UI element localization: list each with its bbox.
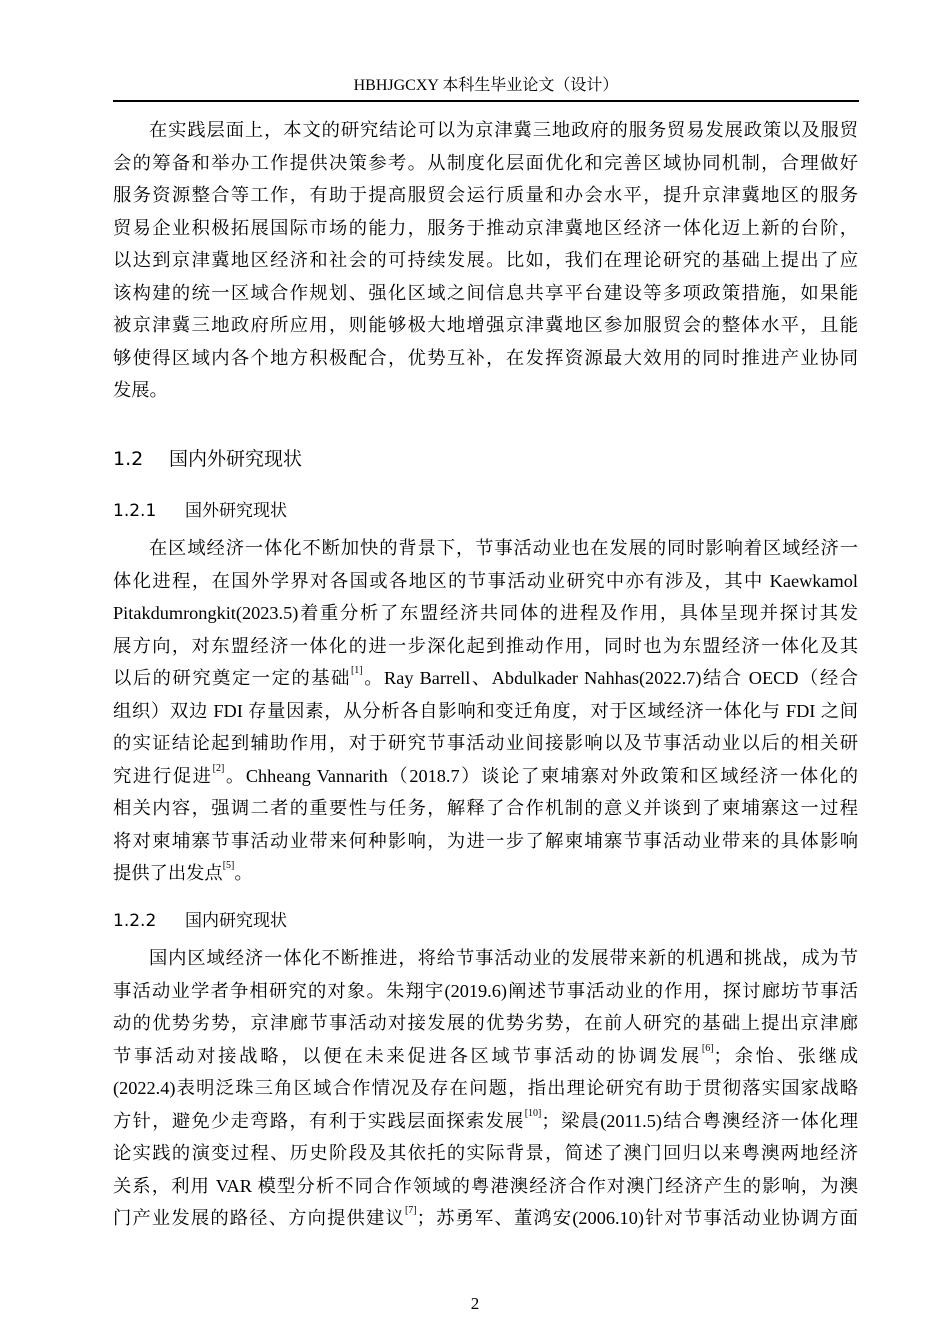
text-segment: 相关内容，强调二者的重要性与任务，解释了合作机制的意义并谈到了柬埔寨这一过程 — [113, 798, 858, 818]
text-segment: 国内区域经济一体化不断推进，将给节事活动业的发展带来新的机遇和挑战，成为节 — [149, 948, 858, 968]
text-segment: 动的优势劣势，京津廊节事活动对接发展的优势劣势，在前人研究的基础上提出京津廊 — [113, 1013, 858, 1033]
text-segment: (2022.4)表明泛珠三角区域合作情况及存在问题，指出理论研究有助于贯彻落实国家战略 — [113, 1078, 858, 1098]
text-line — [113, 1040, 858, 1073]
text-segment: 贸易企业积极拓展国际市场的能力，服务于推动京津冀地区经济一体化迈上新的台阶， — [113, 217, 858, 238]
text-segment: 在区域经济一体化不断加快的背景下，节事活动业也在发展的同时影响着区域经济一 — [149, 538, 858, 558]
text-line — [113, 1170, 858, 1203]
text-line — [113, 825, 858, 858]
text-segment: ；余怡、张继成 — [713, 1045, 858, 1066]
text-segment: 。Ray Barrell、Abdulkader Nahhas(2022.7)结合 OECD（经合 — [362, 668, 858, 688]
text-line — [113, 1137, 858, 1170]
text-line — [113, 727, 858, 760]
text-segment: 够使得区域内各个地方积极配合，优势互补，在发挥资源最大效用的同时推进产业协同 — [113, 347, 858, 368]
heading-number: 1.2.2 — [113, 911, 157, 931]
heading-title: 国内研究现状 — [185, 911, 287, 931]
text-line — [113, 565, 858, 598]
text-line — [113, 277, 858, 310]
text-segment: 。 — [234, 863, 253, 883]
text-segment: 的实证结论起到辅助作用，对于研究节事活动业间接影响以及节事活动业以后的相关研 — [113, 733, 858, 753]
text-segment: 组织）双边 FDI 存量因素，从分析各自影响和变迁角度，对于区域经济一体化与 FDI 之间 — [113, 700, 858, 721]
text-line — [113, 597, 858, 630]
header-rule — [113, 100, 859, 102]
text-segment: 被京津冀三地政府所应用，则能够极大地增强京津冀地区参加服贸会的整体水平，且能 — [113, 315, 858, 335]
text-line — [113, 374, 858, 407]
text-segment: 节事活动对接战略，以便在未来促进各区域节事活动的协调发展 — [113, 1045, 702, 1066]
text-segment: 该构建的统一区域合作规划、强化区域之间信息共享平台建设等多项政策措施，如果能 — [113, 282, 858, 303]
text-line — [113, 114, 858, 147]
text-line — [113, 1072, 858, 1105]
text-segment: 体化进程，在国外学界对各国或各地区的节事活动业研究中亦有涉及，其中 Kaewkamol — [113, 570, 858, 591]
text-segment: ；苏勇军、董鸿安(2006.10)针对节事活动业协调方面 — [416, 1208, 858, 1228]
text-segment: 服务资源整合等工作，有助于提高服贸会运行质量和办会水平，提升京津冀地区的服务 — [113, 185, 858, 205]
text-line — [113, 857, 858, 890]
text-line — [113, 1202, 858, 1235]
text-segment: ；梁晨(2011.5)结合粤澳经济一体化理 — [541, 1110, 858, 1131]
text-segment: 以达到京津冀地区经济和社会的可持续发展。比如，我们在理论研究的基础上提出了应 — [113, 250, 858, 270]
text-line — [113, 1105, 858, 1138]
text-line — [113, 975, 858, 1008]
page-number: 2 — [470, 1294, 480, 1313]
text-segment: 提供了出发点 — [113, 863, 223, 883]
text-line — [113, 147, 858, 180]
section-heading-1-2-2 — [113, 906, 287, 931]
text-segment: 会的筹备和举办工作提供决策参考。从制度化层面优化和完善区域协同机制，合理做好 — [113, 152, 858, 173]
text-line — [113, 695, 858, 728]
text-segment: 究进行促进 — [113, 765, 213, 786]
text-line — [113, 662, 858, 695]
heading-title: 国内外研究现状 — [169, 448, 303, 470]
text-segment: 事活动业学者争相研究的对象。朱翔宇(2019.6)阐述节事活动业的作用，探讨廊坊节事活 — [113, 980, 858, 1001]
text-segment: 展方向，对东盟经济一体化的进一步深化起到推动作用，同时也为东盟经济一体化及其 — [113, 635, 858, 656]
citation-reference: [6] — [701, 1042, 714, 1054]
text-segment: 发展。 — [113, 380, 168, 400]
text-segment: 门产业发展的路径、方向提供建议 — [113, 1208, 405, 1228]
text-segment: 在实践层面上，本文的研究结论可以为京津冀三地政府的服务贸易发展政策以及服贸 — [149, 120, 858, 140]
text-line — [113, 179, 858, 212]
section-heading-1-2-1 — [113, 496, 287, 521]
text-line — [113, 342, 858, 375]
text-line — [113, 630, 858, 663]
citation-reference: [10] — [524, 1107, 542, 1119]
text-line — [113, 760, 858, 793]
paragraph-domestic-research — [113, 942, 858, 1235]
text-segment: 以后的研究奠定一定的基础 — [113, 668, 351, 688]
text-line — [113, 532, 858, 565]
text-segment: 关系，利用 VAR 模型分析不同合作领域的粤港澳经济合作对澳门经济产生的影响，为澳 — [113, 1175, 858, 1196]
text-line — [113, 212, 858, 245]
section-heading-1-2 — [113, 444, 302, 471]
heading-number: 1.2.1 — [113, 501, 157, 521]
text-line — [113, 942, 858, 975]
text-line — [113, 792, 858, 825]
citation-reference: [5] — [222, 860, 235, 871]
text-segment: Pitakdumrongkit(2023.5)着重分析了东盟经济共同体的进程及作用，具体呈现并探讨其发 — [113, 603, 858, 623]
text-segment: 。Chheang Vannarith（2018.7）谈论了柬埔寨对外政策和区域经济一体化的 — [224, 765, 858, 786]
text-segment: 论实践的演变过程、历史阶段及其依托的实际背景，简述了澳门回归以来粤澳两地经济 — [113, 1143, 858, 1163]
citation-reference: [7] — [404, 1205, 417, 1216]
citation-reference: [2] — [212, 762, 225, 774]
heading-title: 国外研究现状 — [185, 501, 287, 521]
paragraph-foreign-research — [113, 532, 858, 890]
text-segment: 将对柬埔寨节事活动业带来何种影响，为进一步了解柬埔寨节事活动业带来的具体影响 — [113, 830, 858, 851]
text-line — [113, 309, 858, 342]
citation-reference: [1] — [350, 665, 363, 676]
heading-number: 1.2 — [113, 448, 144, 470]
page-header: HBHJGCXY 本科生毕业论文（设计） — [353, 77, 619, 94]
text-line — [113, 244, 858, 277]
text-line — [113, 1007, 858, 1040]
text-segment: 方针，避免少走弯路，有利于实践层面探索发展 — [113, 1110, 525, 1131]
paragraph-practical-significance — [113, 114, 858, 407]
